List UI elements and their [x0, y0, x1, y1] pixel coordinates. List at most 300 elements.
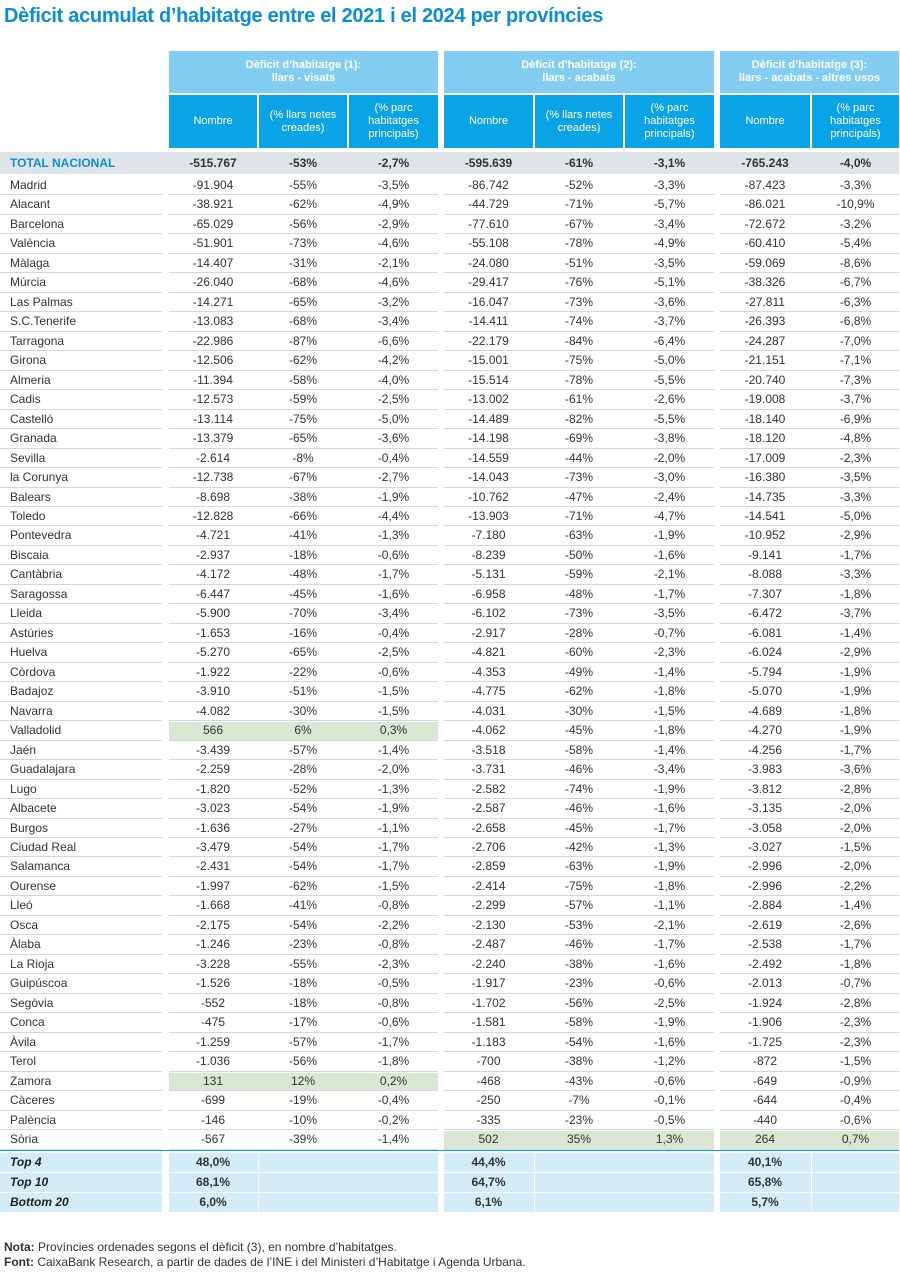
footer-value: 44,4% [471, 1155, 506, 1169]
table-cell: -3,8% [653, 431, 686, 446]
table-cell: 0,7% [841, 1132, 870, 1147]
table-cell: -2.996 [747, 859, 783, 874]
table-cell: -38.326 [744, 275, 786, 290]
row-label: Biscaia [10, 547, 49, 562]
table-cell: -63% [564, 528, 593, 543]
row-label: Sevilla [10, 450, 46, 465]
table-cell: -14.541 [744, 508, 786, 523]
table-cell: -2,2% [377, 917, 410, 932]
table-cell: -6,4% [653, 333, 686, 348]
table-cell: -4.270 [747, 723, 783, 738]
footer-column-divider [258, 1153, 259, 1172]
row-label: Las Palmas [10, 294, 73, 309]
table-cell: -0,6% [377, 547, 410, 562]
table-cell: -3,7% [653, 314, 686, 329]
table-cell: -3,4% [377, 606, 410, 621]
table-cell: -5,1% [653, 275, 686, 290]
table-cell: -19.008 [744, 392, 786, 407]
table-cell: -41% [288, 528, 317, 543]
column-divider [348, 95, 349, 148]
table-cell: -54% [288, 801, 317, 816]
row-label: Guadalajara [10, 762, 76, 777]
table-cell: -2.587 [471, 801, 506, 816]
table-cell: -62% [288, 197, 317, 212]
group-header [169, 51, 438, 93]
table-cell: -1.924 [747, 995, 783, 1010]
footer-column-divider [534, 1193, 535, 1212]
table-cell: -2.917 [471, 625, 506, 640]
table-cell: -2.492 [747, 956, 783, 971]
table-cell: -7,0% [839, 333, 872, 348]
table-cell: -6.472 [747, 606, 783, 621]
table-cell: -38% [288, 489, 317, 504]
table-cell: -1,9% [377, 489, 410, 504]
table-cell: -0,1% [653, 1093, 686, 1108]
table-cell: -2.996 [747, 878, 783, 893]
footer-value: 64,7% [471, 1175, 506, 1189]
row-label: Navarra [10, 703, 53, 718]
table-cell: -27.811 [745, 294, 785, 309]
table-cell: -1,9% [653, 528, 686, 543]
table-cell: -0,7% [653, 625, 686, 640]
table-cell: -45% [564, 723, 593, 738]
table-cell: -86.742 [468, 178, 509, 192]
table-cell: -12.828 [192, 508, 234, 523]
table-cell: -6.447 [195, 586, 231, 601]
footer-column-divider [811, 1173, 812, 1192]
table-cell: -29.417 [468, 275, 509, 290]
table-cell: -68% [288, 314, 317, 329]
table-cell: -10,9% [836, 197, 875, 212]
table-cell: -44% [564, 450, 593, 465]
table-cell: -13.379 [192, 431, 234, 446]
table-cell: -76% [564, 275, 593, 290]
footer-column-divider [534, 1153, 535, 1172]
table-cell: -1,4% [839, 898, 872, 913]
table-cell: 0,3% [379, 723, 408, 738]
table-cell: -12.738 [192, 470, 234, 485]
table-cell: -2,5% [377, 392, 410, 407]
table-cell: -1,7% [839, 742, 872, 757]
table-cell: -67% [564, 216, 593, 231]
table-cell: -3.910 [195, 684, 231, 699]
table-cell: -38% [564, 1054, 593, 1069]
table-cell: -1.906 [747, 1015, 783, 1030]
table-cell: -46% [564, 801, 593, 816]
table-cell: -18% [288, 547, 317, 562]
table-cell: -46% [564, 762, 593, 777]
table-cell: -2,8% [839, 781, 872, 796]
table-cell: 1,3% [655, 1132, 684, 1147]
total-value: -595.639 [464, 156, 513, 170]
table-cell: -58% [564, 1015, 593, 1030]
table-cell: -59.069 [744, 255, 786, 270]
table-cell: -54% [288, 839, 317, 854]
column-header: (% parc habitatges principals) [349, 95, 438, 148]
row-label: Barcelona [10, 216, 65, 231]
table-cell: -16.047 [468, 294, 509, 309]
table-cell: -6.024 [747, 645, 783, 660]
row-label: Alacant [10, 197, 51, 212]
table-cell: -2.259 [195, 762, 231, 777]
table-cell: -71% [564, 508, 593, 523]
table-cell: -8.088 [747, 567, 783, 582]
group-header-label: Dèficit d’habitatge (2): llars - acabats [521, 59, 637, 84]
table-cell: -5.131 [471, 567, 506, 582]
table-cell: -2,6% [839, 917, 872, 932]
column-divider [534, 95, 535, 148]
table-cell: -49% [564, 664, 593, 679]
table-cell: -56% [288, 1054, 317, 1069]
group-header-label: Dèficit d’habitatge (3): llars - acabats - altres usos [738, 59, 881, 84]
table-cell: -644 [752, 1093, 778, 1108]
table-cell: -0,9% [839, 1073, 872, 1088]
table-cell: -3,4% [653, 216, 686, 231]
table-cell: -1.917 [471, 976, 506, 991]
table-cell: -75% [564, 353, 593, 368]
table-cell: -0,4% [839, 1093, 872, 1108]
table-cell: -1,7% [377, 1034, 410, 1049]
row-label: Lleida [10, 606, 43, 621]
table-cell: -1,7% [653, 937, 686, 952]
row-label: Toledo [10, 508, 46, 523]
table-cell: -6,8% [839, 314, 872, 329]
table-cell: -59% [288, 392, 317, 407]
table-cell: -11.394 [193, 372, 233, 387]
column-header: (% parc habitatges principals) [812, 95, 899, 148]
table-cell: -3,6% [653, 294, 686, 309]
footer-column-divider [258, 1193, 259, 1212]
table-cell: -1,1% [653, 898, 686, 913]
table-cell: -4.721 [195, 528, 231, 543]
table-cell: -60.410 [744, 236, 786, 251]
page-title: Dèficit acumulat d’habitatge entre el 2021 i el 2024 per províncies [4, 5, 604, 27]
footer-label: Top 4 [10, 1155, 42, 1169]
table-cell: -8,6% [839, 255, 872, 270]
table-cell: -87% [288, 333, 317, 348]
table-cell: -8% [292, 450, 314, 465]
table-cell: -1,8% [653, 684, 686, 699]
table-cell: -4.353 [471, 664, 506, 679]
table-cell: -1,4% [377, 1132, 410, 1147]
total-value: -765.243 [741, 156, 789, 170]
total-value: -61% [564, 156, 593, 170]
table-cell: -8.698 [195, 489, 231, 504]
table-cell: -1,4% [839, 625, 872, 640]
table-cell: -22.986 [192, 333, 234, 348]
table-cell: -54% [288, 859, 317, 874]
table-cell: -5,7% [653, 197, 686, 212]
table-cell: -2.706 [471, 839, 506, 854]
table-cell: -4.775 [471, 684, 506, 699]
table-cell: -1.653 [195, 625, 231, 640]
table-cell: -73% [288, 236, 317, 251]
table-cell: -2,0% [839, 820, 872, 835]
table-cell: -5,0% [377, 411, 410, 426]
table-cell: -2,1% [653, 567, 686, 582]
footer-label: Bottom 20 [10, 1195, 69, 1209]
row-label: Zamora [10, 1073, 52, 1088]
table-cell: -0,2% [377, 1112, 410, 1127]
row-label: Huelva [10, 645, 48, 660]
table-cell: -440 [752, 1112, 778, 1127]
table-cell: -699 [200, 1093, 226, 1108]
table-cell: -1,9% [839, 684, 872, 699]
column-divider [258, 95, 259, 148]
table-cell: -26.040 [192, 275, 234, 290]
table-cell: -2,2% [839, 878, 872, 893]
table-cell: -57% [564, 898, 593, 913]
table-cell: -61% [564, 392, 593, 407]
table-cell: -63% [564, 859, 593, 874]
row-label: Almeria [10, 372, 51, 387]
table-cell: -13.903 [468, 508, 509, 523]
table-cell: -649 [752, 1073, 778, 1088]
table-cell: -62% [288, 878, 317, 893]
row-label: Osca [10, 917, 39, 932]
table-cell: -14.489 [468, 411, 509, 426]
table-cell: -335 [476, 1112, 501, 1127]
table-cell: -57% [288, 1034, 317, 1049]
table-cell: -9.141 [747, 547, 783, 562]
table-cell: 264 [754, 1132, 776, 1147]
footer-label: Top 10 [10, 1175, 49, 1189]
table-cell: -0,6% [377, 664, 410, 679]
table-cell: -2.619 [747, 917, 783, 932]
table-cell: -5,5% [653, 411, 686, 426]
table-cell: -3.731 [471, 762, 506, 777]
table-cell: -0,6% [377, 1015, 410, 1030]
table-cell: -2,3% [377, 956, 410, 971]
table-cell: -4,7% [653, 508, 686, 523]
table-cell: -65.029 [192, 216, 234, 231]
table-cell: -16.380 [744, 470, 786, 485]
row-label: Burgos [10, 820, 49, 835]
table-cell: -1,8% [653, 878, 686, 893]
row-label: Salamanca [10, 859, 71, 874]
table-cell: -23% [564, 976, 593, 991]
table-cell: -1.526 [195, 976, 231, 991]
table-cell: -2,3% [839, 450, 872, 465]
row-label: Castelló [10, 411, 54, 426]
table-cell: -10.762 [468, 489, 509, 504]
row-label: Pontevedra [10, 528, 72, 543]
table-cell: -56% [564, 995, 593, 1010]
footer-column-divider [258, 1173, 259, 1192]
table-cell: -23% [564, 1112, 593, 1127]
table-cell: -46% [564, 937, 593, 952]
table-cell: -2.240 [471, 956, 506, 971]
row-label: Valladolid [10, 723, 62, 738]
table-cell: -4.062 [471, 723, 506, 738]
table-cell: -0,5% [653, 1112, 686, 1127]
table-cell: -2.538 [747, 937, 783, 952]
table-cell: -72.672 [744, 216, 786, 231]
table-cell: -3,7% [839, 606, 872, 621]
table-cell: -468 [476, 1073, 501, 1088]
table-cell: -22.179 [468, 333, 509, 348]
table-cell: -4.689 [747, 703, 783, 718]
table-cell: -62% [288, 353, 317, 368]
row-label: Cadis [10, 392, 41, 407]
table-cell: -10% [288, 1112, 317, 1127]
table-cell: -14.407 [192, 255, 234, 270]
table-cell: -0,6% [653, 976, 686, 991]
row-label: Albacete [10, 801, 57, 816]
source-label: Font: [4, 1255, 34, 1269]
table-cell: -475 [200, 1015, 226, 1030]
table-cell: -0,7% [839, 976, 872, 991]
total-value: -4,0% [839, 156, 872, 170]
table-cell: -54% [564, 1034, 593, 1049]
table-cell: -48% [288, 567, 317, 582]
table-cell: -3.228 [195, 956, 231, 971]
table-cell: -3,6% [839, 762, 872, 777]
table-cell: -28% [564, 625, 593, 640]
table-cell: -146 [200, 1112, 226, 1127]
table-cell: -84% [564, 333, 593, 348]
table-cell: -2,0% [839, 859, 872, 874]
table-cell: -1,4% [653, 742, 686, 757]
table-cell: -1,8% [839, 956, 872, 971]
table-cell: -1,7% [653, 820, 686, 835]
table-cell: -65% [288, 431, 317, 446]
table-cell: -14.043 [468, 470, 509, 485]
table-cell: -4.031 [471, 703, 506, 718]
table-cell: -1.922 [195, 664, 231, 679]
table-cell: -2,9% [839, 528, 872, 543]
table-cell: -3,3% [839, 489, 872, 504]
total-value: -3,1% [653, 156, 686, 170]
table-cell: -4,6% [377, 236, 410, 251]
table-cell: -3.479 [195, 839, 231, 854]
table-cell: -14.271 [192, 294, 234, 309]
table-cell: -31% [288, 255, 317, 270]
table-cell: -7% [568, 1093, 590, 1108]
table-cell: -75% [288, 411, 317, 426]
footer-value: 48,0% [195, 1155, 231, 1169]
table-cell: -1,9% [839, 723, 872, 738]
row-label: Màlaga [10, 255, 50, 270]
table-cell: -18% [288, 995, 317, 1010]
footer-column-divider [534, 1173, 535, 1192]
table-cell: -1.581 [471, 1015, 506, 1030]
table-cell: -6,6% [377, 333, 410, 348]
table-cell: -2.884 [747, 898, 783, 913]
row-label: Girona [10, 353, 47, 368]
table-cell: -16% [288, 625, 317, 640]
row-label: Còrdova [10, 664, 56, 679]
row-label: Càceres [10, 1093, 55, 1108]
table-cell: -3.812 [747, 781, 783, 796]
table-cell: -73% [564, 606, 593, 621]
table-cell: -552 [200, 995, 226, 1010]
table-cell: -73% [564, 294, 593, 309]
table-cell: -7.307 [747, 586, 783, 601]
table-cell: -1,7% [377, 839, 410, 854]
table-cell: -1,9% [653, 781, 686, 796]
table-cell: -3,5% [377, 178, 410, 192]
table-cell: -4.256 [747, 742, 783, 757]
table-cell: -1.702 [471, 995, 506, 1010]
table-cell: -5.270 [195, 645, 231, 660]
table-cell: -3,3% [839, 567, 872, 582]
table-cell: -3,7% [839, 392, 872, 407]
table-cell: -14.411 [468, 314, 509, 329]
table-cell: -0,8% [377, 937, 410, 952]
note-line [4, 1240, 397, 1254]
table-cell: -0,4% [377, 450, 410, 465]
footer-value: 65,8% [747, 1175, 783, 1189]
table-cell: -1,3% [653, 839, 686, 854]
table-cell: -55.108 [468, 236, 509, 251]
table-cell: -1.725 [747, 1034, 783, 1049]
footer-value: 6,1% [474, 1195, 503, 1209]
table-cell: -3.439 [195, 742, 231, 757]
table-cell: -43% [564, 1073, 593, 1088]
row-label: Múrcia [10, 275, 47, 290]
total-value: -53% [288, 156, 317, 170]
table-cell: -2,8% [839, 995, 872, 1010]
table-cell: -52% [564, 178, 593, 192]
table-cell: -6,3% [839, 294, 872, 309]
table-cell: 502 [478, 1132, 499, 1147]
row-label: Guipúscoa [10, 976, 68, 991]
table-cell: -38% [564, 956, 593, 971]
table-cell: -1,9% [653, 1015, 686, 1030]
table-cell: -2.937 [195, 547, 231, 562]
table-cell: -1,9% [653, 859, 686, 874]
table-cell: -73% [564, 470, 593, 485]
table-cell: -5,4% [839, 236, 872, 251]
table-cell: -3,2% [839, 216, 872, 231]
table-cell: -1,5% [377, 878, 410, 893]
table-cell: -6.102 [471, 606, 506, 621]
group-header [444, 51, 714, 93]
table-cell: -0,4% [377, 625, 410, 640]
note-label: Nota: [4, 1240, 35, 1254]
table-cell: -22% [288, 664, 317, 679]
table-cell: -1,7% [653, 586, 686, 601]
table-cell: -1.997 [195, 878, 231, 893]
table-cell: -3,4% [653, 762, 686, 777]
column-header: Nombre [720, 95, 810, 148]
table-cell: -1.036 [195, 1054, 231, 1069]
row-label: Badajoz [10, 684, 54, 699]
table-cell: -1,5% [377, 684, 410, 699]
table-cell: -65% [288, 645, 317, 660]
table-cell: -12.573 [192, 392, 234, 407]
table-cell: -3,0% [653, 470, 686, 485]
table-cell: -2.859 [471, 859, 506, 874]
column-divider [624, 95, 625, 148]
table-cell: -77.610 [468, 216, 509, 231]
table-cell: -21.151 [744, 353, 786, 368]
table-cell: -2.582 [471, 781, 506, 796]
table-cell: -1,2% [653, 1054, 686, 1069]
table-cell: -5.794 [747, 664, 783, 679]
table-cell: -4,8% [839, 431, 872, 446]
table-cell: -44.729 [468, 197, 509, 212]
table-cell: -47% [564, 489, 593, 504]
table-cell: -14.198 [468, 431, 509, 446]
table-cell: -2.431 [195, 859, 231, 874]
table-cell: -1,1% [377, 820, 410, 835]
table-cell: -2,7% [377, 470, 410, 485]
table-cell: -23% [288, 937, 317, 952]
table-cell: -2.130 [471, 917, 506, 932]
row-label: Lleó [10, 898, 33, 913]
